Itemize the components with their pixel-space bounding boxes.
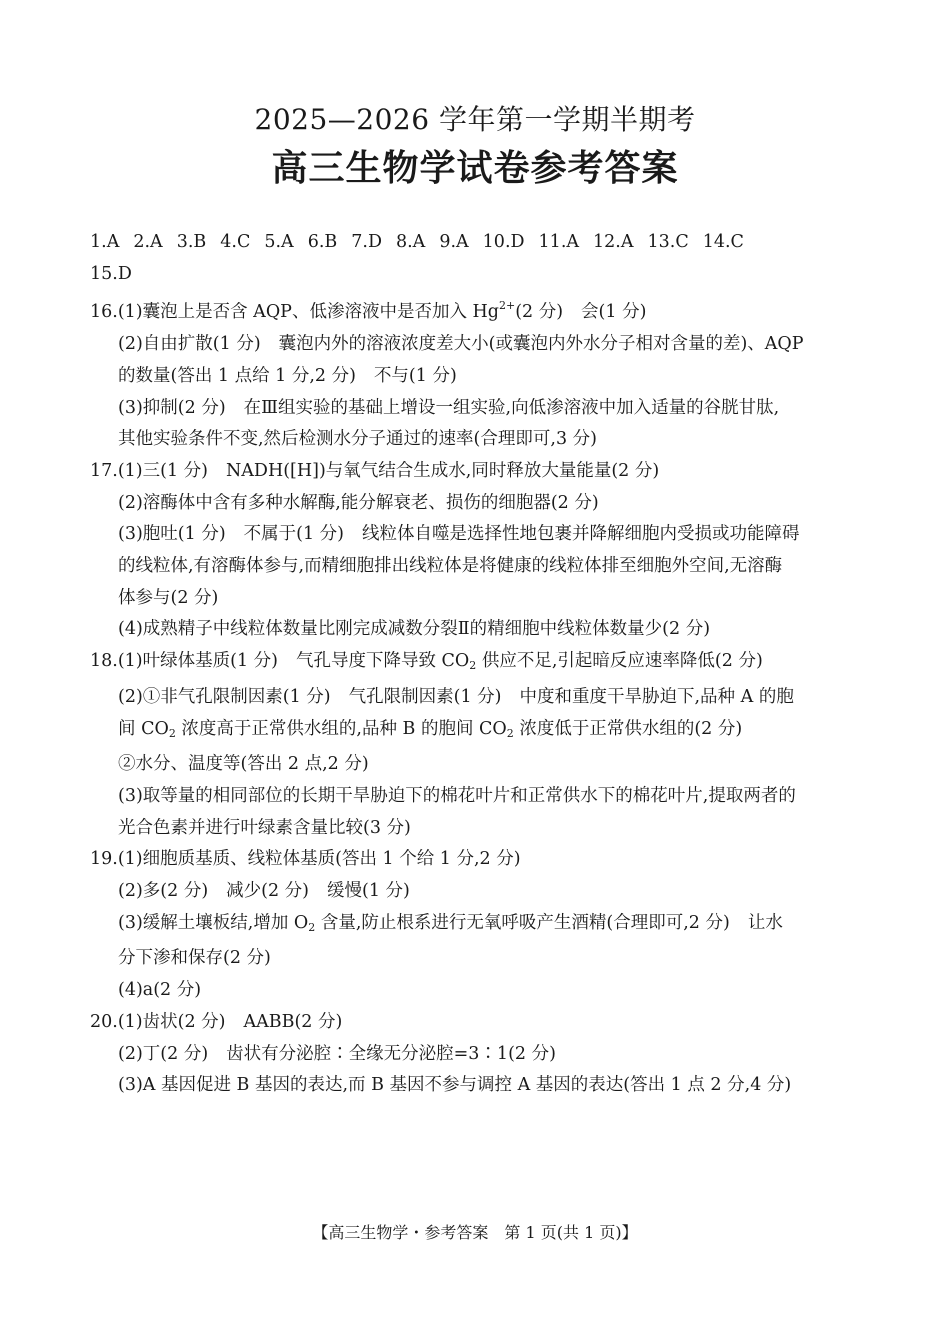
q20-line3: (3)A 基因促进 B 基因的表达,而 B 基因不参与调控 A 基因的表达(答出 1 点 2 分,4 分) — [118, 1075, 792, 1096]
answer-content — [90, 227, 865, 1102]
q16-line2: (2)自由扩散(1 分) 囊泡内外的溶液浓度差大小(或囊泡内外水分子相对含量的差)、AQP — [118, 334, 804, 355]
exam-title-line2: 高三生物学试卷参考答案 — [271, 148, 679, 189]
mcq-answer: 11.A — [538, 232, 580, 252]
mcq-answer: 5.A — [264, 232, 294, 252]
q20-line2: (2)丁(2 分) 齿状有分泌腔∶全缘无分泌腔=3∶1(2 分) — [118, 1043, 556, 1064]
mcq-answer: 7.D — [351, 232, 382, 252]
q16-line5: 其他实验条件不变,然后检测水分子通过的速率(合理即可,3 分) — [118, 429, 597, 450]
q19-line2: (2)多(2 分) 减少(2 分) 缓慢(1 分) — [118, 881, 410, 902]
q19-line1: 19.(1)细胞质基质、线粒体基质(答出 1 个给 1 分,2 分) — [90, 849, 521, 870]
q16-line3: 的数量(答出 1 点给 1 分,2 分) 不与(1 分) — [118, 365, 457, 386]
q18-line3: 间 $CO_2$ 浓度高于正常供水组的,品种 B 的胞间 $CO_2$ 浓度低于正常供水组的(2 分) — [118, 718, 743, 740]
exam-title-line1: 2025—2026 学年第一学期半期考 — [254, 103, 696, 136]
mcq-answer: 6.B — [307, 232, 338, 252]
q17-line5: 体参与(2 分) — [118, 587, 219, 608]
q16-line4: (3)抑制(2 分) 在Ⅲ组实验的基础上增设一组实验,向低渗溶液中加入适量的谷胱甘肽, — [118, 397, 780, 418]
q19-line5: (4)a(2 分) — [118, 980, 202, 1001]
q18-line5: (3)取等量的相同部位的长期干旱胁迫下的棉花叶片和正常供水下的棉花叶片,提取两者的 — [118, 785, 796, 806]
mcq-answer: 12.A — [593, 232, 634, 252]
q17-line4: 的线粒体,有溶酶体参与,而精细胞排出线粒体是将健康的线粒体排至细胞外空间,无溶酶 — [118, 556, 783, 577]
q17-line1: 17.(1)三(1 分) NADH([H])与氧气结合生成水,同时释放大量能量(2 分) — [90, 460, 660, 481]
mcq-answer: 13.C — [647, 232, 689, 252]
page-footer: 【高三生物学・参考答案 第 1 页(共 1 页)】 — [312, 1223, 638, 1242]
q18-line1: 18.(1)叶绿体基质(1 分) 气孔导度下降导致 $CO_2$ 供应不足,引起暗反应速率降低(2 分) — [90, 651, 763, 673]
mcq-answer: 8.A — [395, 232, 426, 252]
q19-line3: (3)缓解土壤板结,增加 $O_2$ 含量,防止根系进行无氧呼吸产生酒精(合理即可,2 分) 让水 — [118, 912, 783, 934]
mcq-answers-row1 — [90, 227, 865, 259]
mcq-answers-row2 — [90, 259, 865, 291]
q16-line1: 16.(1)囊泡上是否含 AQP、低渗溶液中是否加入 $Hg^{2+}(2$ 分) 会(1 分) — [90, 299, 647, 323]
mcq-answer: 10.D — [482, 232, 525, 252]
mcq-answer: 2.A — [133, 232, 163, 252]
q18-line6: 光合色素并进行叶绿素含量比较(3 分) — [118, 817, 411, 838]
q20-line1: 20.(1)齿状(2 分) AABB(2 分) — [90, 1011, 343, 1032]
q18-line4: ②水分、温度等(答出 2 点,2 分) — [118, 754, 369, 775]
q19-line4: 分下渗和保存(2 分) — [118, 948, 271, 969]
mcq-answer: 15.D — [90, 263, 132, 284]
mcq-answer: 4.C — [220, 232, 251, 252]
q17-line3: (3)胞吐(1 分) 不属于(1 分) 线粒体自噬是选择性地包裹并降解细胞内受损或功能障碍 — [118, 524, 800, 545]
q17-line2: (2)溶酶体中含有多种水解酶,能分解衰老、损伤的细胞器(2 分) — [118, 492, 599, 513]
q17-line6: (4)成熟精子中线粒体数量比刚完成减数分裂Ⅱ的精细胞中线粒体数量少(2 分) — [118, 619, 711, 640]
q18-line2: (2)①非气孔限制因素(1 分) 气孔限制因素(1 分) 中度和重度干旱胁迫下,品种 A 的胞 — [118, 686, 794, 707]
mcq-answer: 1.A — [90, 232, 120, 252]
mcq-answer: 3.B — [176, 232, 207, 252]
mcq-answer: 14.C — [702, 232, 744, 252]
mcq-answer: 9.A — [439, 232, 469, 252]
